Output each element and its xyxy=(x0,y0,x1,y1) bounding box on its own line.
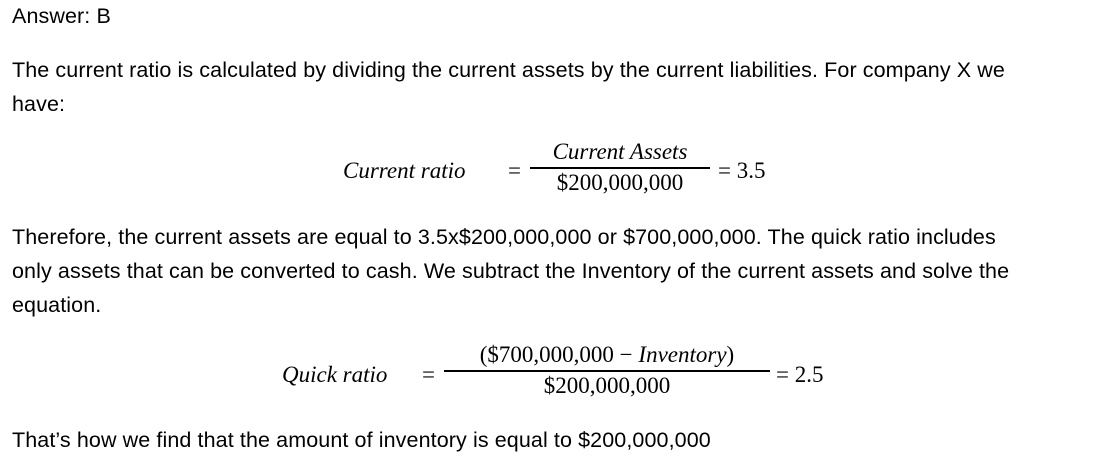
quick-ratio-result: = 2.5 xyxy=(776,362,824,387)
quick-ratio-denominator: $200,000,000 xyxy=(543,372,671,398)
quick-ratio-fraction xyxy=(444,342,770,399)
answer-line: Answer: B xyxy=(12,4,111,28)
paragraph-2-line-1: Therefore, the current assets are equal to 3.5x$200,000,000 or $700,000,000. The quick ratio includes xyxy=(12,225,996,249)
paragraph-1-line-1: The current ratio is calculated by dividing the current assets by the current liabilities. For company X we xyxy=(12,58,1005,82)
current-ratio-lhs: Current ratio xyxy=(343,158,466,183)
paragraph-2-line-3: equation. xyxy=(12,293,102,317)
current-ratio-numerator: Current Assets xyxy=(552,139,688,164)
paragraph-2-line-2: only assets that can be converted to cash. We subtract the Inventory of the current assets and solve the xyxy=(12,259,1010,283)
quick-ratio-numerator xyxy=(480,342,734,368)
quick-ratio-lhs: Quick ratio xyxy=(282,362,388,387)
quick-ratio-numerator-open: ($700,000,000 − xyxy=(479,342,639,367)
quick-ratio-numerator-close: ) xyxy=(726,342,735,367)
quick-ratio-equals: = xyxy=(422,362,435,387)
current-ratio-result: = 3.5 xyxy=(718,158,766,183)
quick-ratio-numerator-variable: Inventory xyxy=(638,342,727,367)
current-ratio-equals: = xyxy=(508,158,521,183)
paragraph-1-line-2: have: xyxy=(12,92,66,116)
current-ratio-denominator: $200,000,000 xyxy=(556,169,684,195)
conclusion-line: That’s how we find that the amount of inventory is equal to $200,000,000 xyxy=(12,428,711,452)
quick-ratio-fraction-bar xyxy=(444,370,770,372)
